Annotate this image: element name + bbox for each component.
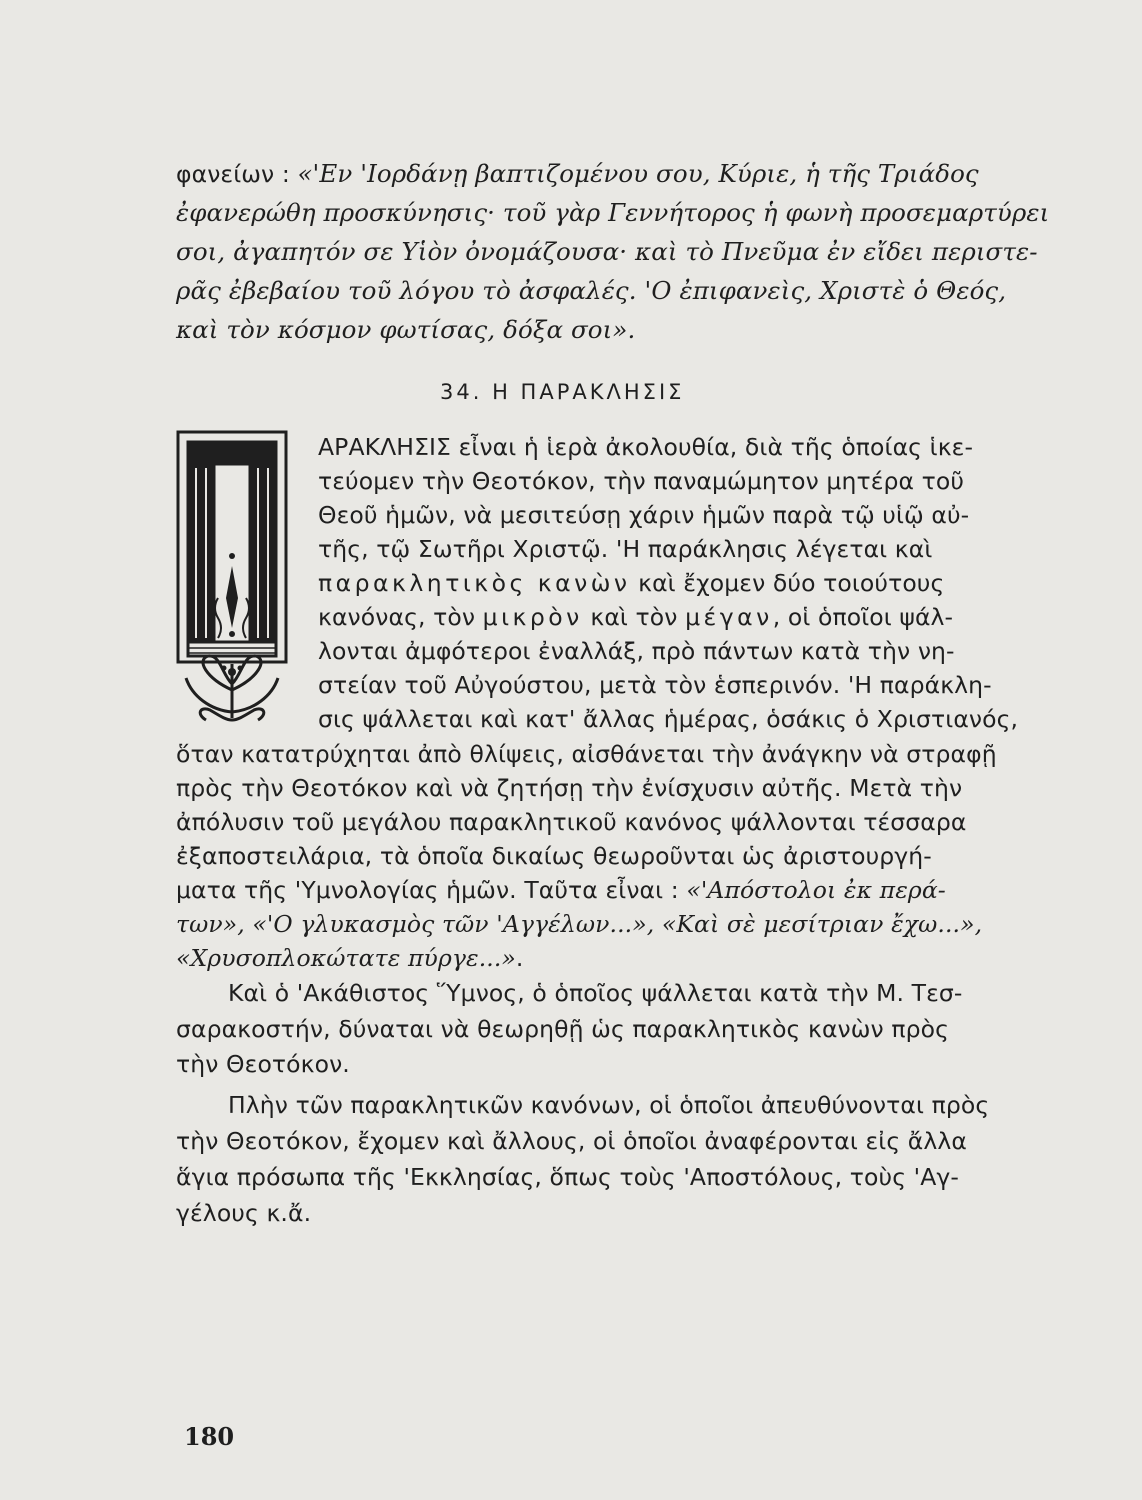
para1-line-9: σις ψάλλεται καὶ κατ' ἄλλας ἡμέρας, ὁσάκις ὁ Χριστιανός, (318, 705, 1019, 733)
para1-l16-italic: «Χρυσοπλοκώτατε πύργε...» (176, 944, 516, 972)
para1-line-3: Θεοῦ ἡμῶν, νὰ μεσιτεύσῃ χάριν ἡμῶν παρὰ τῷ υἱῷ αὐ- (318, 501, 970, 529)
para1-l14-italic: «'Απόστολοι ἐκ περά- (686, 876, 946, 904)
section-title: Η ΠΑΡΑΚΛΗΣΙΣ (492, 380, 685, 404)
intro-line-3: σοι, ἀγαπητόν σε Υἱὸν ὀνομάζουσα· καὶ τὸ Πνεῦμα ἐν εἴδει περιστε- (176, 237, 1038, 266)
para1-line-15: των», «'Ο γλυκασμὸς τῶν 'Αγγέλων...», «Καὶ σὲ μεσίτριαν ἔχω...», (176, 910, 983, 938)
intro-line-4: ρᾶς ἐβεβαίου τοῦ λόγου τὸ ἀσφαλές. 'Ο ἐπιφανεὶς, Χριστὲ ὁ Θεός, (176, 276, 1007, 305)
intro-line-2: ἐφανερώθη προσκύνησις· τοῦ γὰρ Γεννήτορος ἡ φωνὴ προσεμαρτύρει (176, 198, 1050, 227)
para2-line-3: τὴν Θεοτόκον. (176, 1050, 350, 1078)
decorative-dropcap-pi (166, 428, 308, 728)
para1-line-2: τεύομεν τὴν Θεοτόκον, τὴν παναμώμητον μητέρα τοῦ (318, 467, 965, 495)
intro-quote-1: «'Εν 'Ιορδάνῃ βαπτιζομένου σου, Κύριε, ἡ τῆς Τριάδος (297, 159, 979, 188)
para1-l5-rest: καὶ ἔχομεν δύο τοιούτους (630, 569, 945, 597)
para3-line-3: ἅγια πρόσωπα τῆς 'Εκκλησίας, ὅπως τοὺς 'Αποστόλους, τοὺς 'Αγ- (176, 1163, 959, 1191)
section-heading (440, 380, 684, 404)
intro-line-1 (176, 157, 1016, 191)
para1-line-10: ὅταν κατατρύχηται ἀπὸ θλίψεις, αἰσθάνεται τὴν ἀνάγκην νὰ στραφῇ (176, 740, 997, 768)
para1-l6-c: , οἱ ὁποῖοι ψάλ- (772, 603, 954, 631)
para1-spaced-term: παρακλητικὸς κανὼν (318, 569, 631, 597)
page-number: 180 (184, 1422, 235, 1451)
para1-line-4: τῆς, τῷ Σωτῆρι Χριστῷ. 'Η παράκλησις λέγεται καὶ (318, 535, 933, 563)
intro-line-5: καὶ τὸν κόσμον φωτίσας, δόξα σοι». (176, 315, 636, 344)
para2-line-2: σαρακοστήν, δύναται νὰ θεωρηθῇ ὡς παρακλητικὸς κανὼν πρὸς (176, 1015, 949, 1043)
para1-line-6 (318, 600, 1018, 634)
para1-l6-b: καὶ τὸν (582, 603, 686, 631)
para1-line-8: στείαν τοῦ Αὐγούστου, μετὰ τὸν ἑσπερινόν. 'Η παράκλη- (318, 671, 992, 699)
para1-spaced-great: μέγαν (685, 603, 773, 631)
para1-first-word: ΑΡΑΚΛΗΣΙΣ (318, 433, 452, 461)
para1-line-14 (176, 873, 1016, 907)
para3-line-4: γέλους κ.ἄ. (176, 1199, 312, 1227)
para1-l6-a: κανόνας, τὸν (318, 603, 483, 631)
para1-l16-end: . (515, 944, 524, 972)
para3-line-1: Πλὴν τῶν παρακλητικῶν κανόνων, οἱ ὁποῖοι ἀπευθύνονται πρὸς (228, 1091, 990, 1119)
para1-l1-rest: εἶναι ἡ ἱερὰ ἀκολουθία, διὰ τῆς ὁποίας ἱκε- (451, 433, 974, 461)
para2-line-1: Καὶ ὁ 'Ακάθιστος Ὕμνος, ὁ ὁποῖος ψάλλεται κατὰ τὴν Μ. Τεσ- (228, 979, 963, 1007)
para1-line-16 (176, 941, 1016, 975)
para1-line-7: λονται ἀμφότεροι ἐναλλάξ, πρὸ πάντων κατὰ τὴν νη- (318, 637, 955, 665)
para1-line-5 (318, 566, 1018, 600)
para3-line-2: τὴν Θεοτόκον, ἔχομεν καὶ ἄλλους, οἱ ὁποῖοι ἀναφέρονται εἰς ἄλλα (176, 1127, 967, 1155)
para1-spaced-small: μικρὸν (482, 603, 583, 631)
para1-line-12: ἀπόλυσιν τοῦ μεγάλου παρακλητικοῦ κανόνος ψάλλονται τέσσαρα (176, 808, 967, 836)
para1-line-13: ἐξαποστειλάρια, τὰ ὁποῖα δικαίως θεωροῦνται ὡς ἀριστουργή- (176, 842, 932, 870)
intro-prefix: φανείων : (176, 160, 298, 188)
para1-l14-a: ματα τῆς 'Υμνολογίας ἡμῶν. Ταῦτα εἶναι : (176, 876, 687, 904)
para1-line-1 (318, 430, 1018, 464)
section-number: 34. (440, 380, 483, 404)
para1-line-11: πρὸς τὴν Θεοτόκον καὶ νὰ ζητήσῃ τὴν ἐνίσχυσιν αὐτῆς. Μετὰ τὴν (176, 774, 963, 802)
